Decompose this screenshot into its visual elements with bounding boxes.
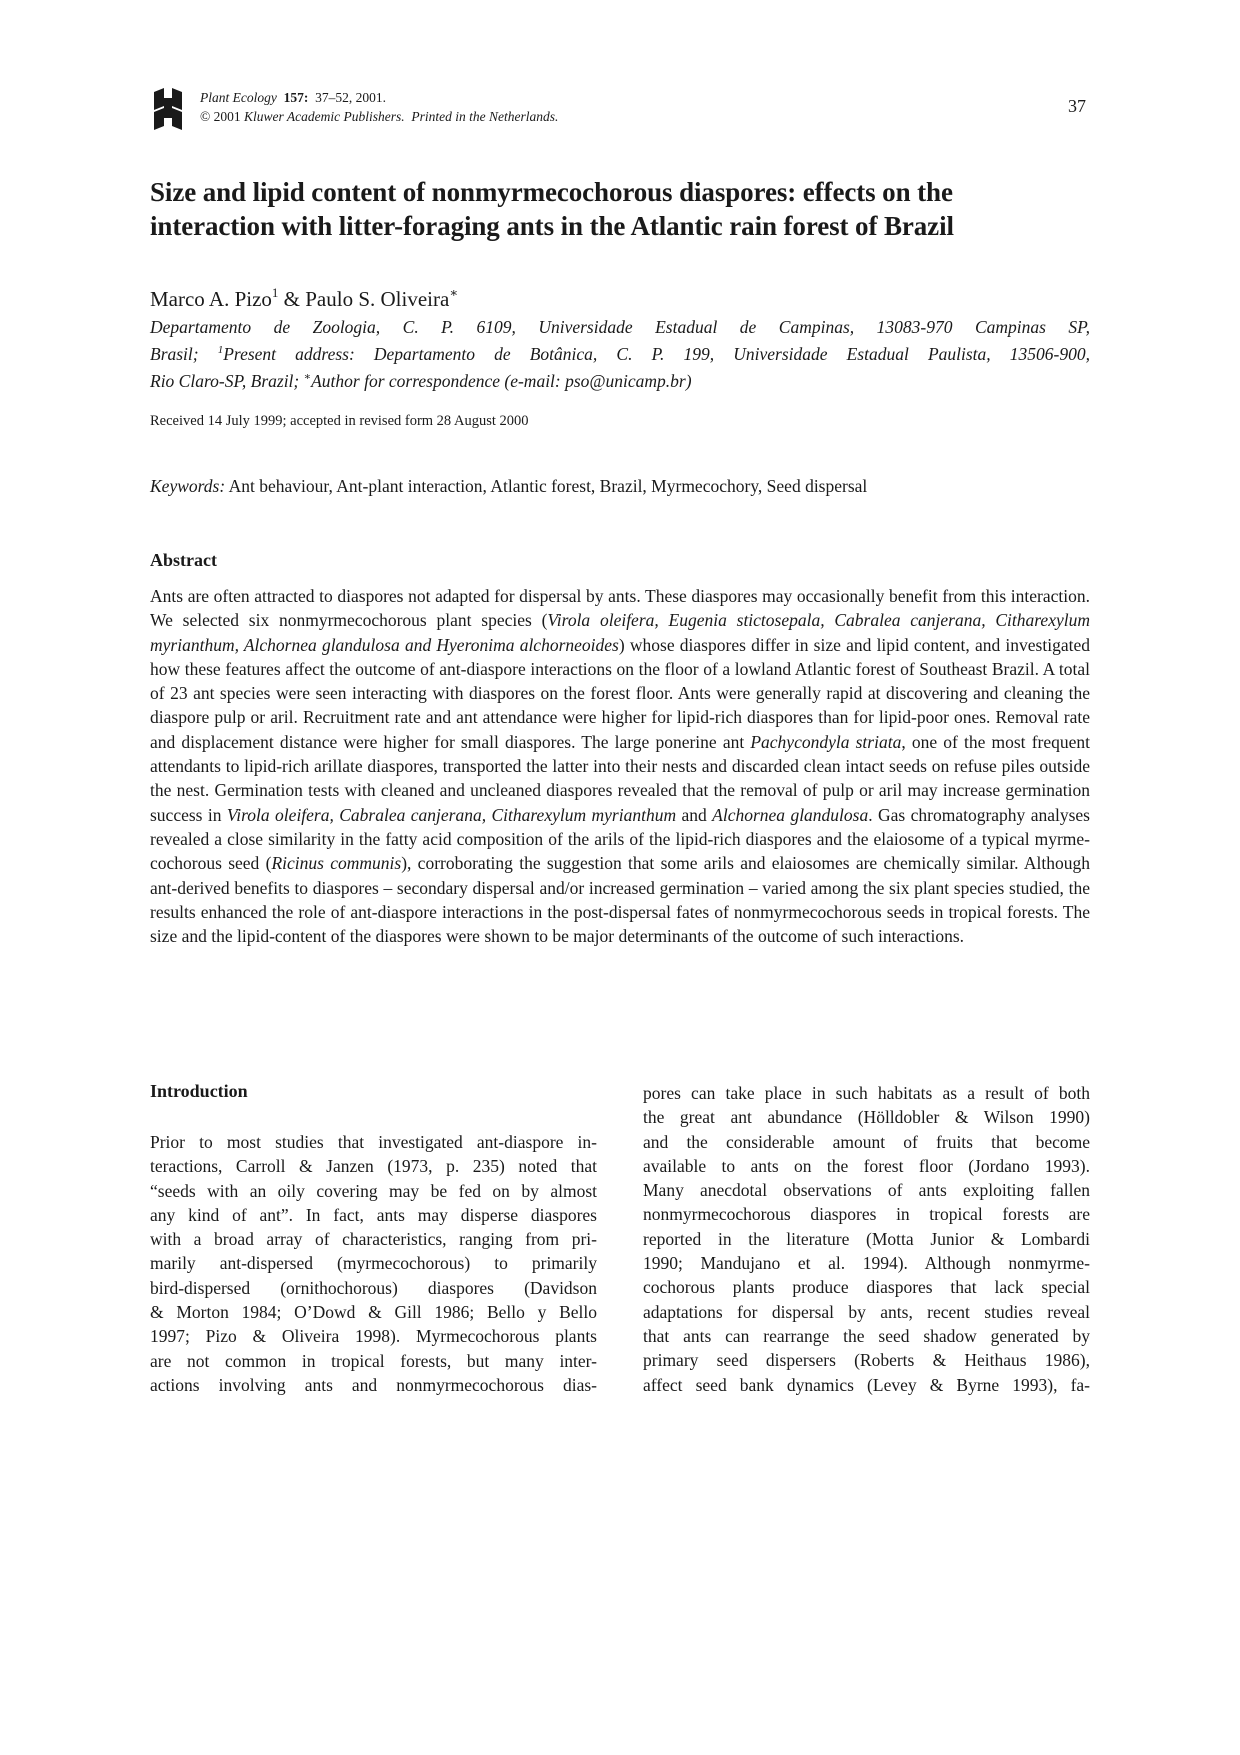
publisher-name: Kluwer Academic Publishers.	[244, 109, 405, 124]
affiliation-text: Rio Claro-SP, Brazil;	[150, 370, 304, 391]
publisher-logo-icon	[150, 86, 186, 130]
text-line: cochorous plants produce diaspores that lack special	[643, 1277, 1090, 1298]
text-line: marily ant-dispersed (myrmecochorous) to primarily	[150, 1253, 597, 1274]
text-line: affect seed bank dynamics (Levey & Byrne 1993), fa-	[643, 1374, 1090, 1395]
journal-header	[200, 88, 558, 126]
author-list	[150, 286, 458, 312]
author-footnote-mark: 1	[271, 285, 279, 300]
keywords-text: Ant behaviour, Ant-plant interaction, Atlantic forest, Brazil, Myrmecochory, Seed dispersal	[225, 476, 868, 496]
species-names: Ricinus communis	[271, 853, 402, 874]
text-line: 1990; Mandujano et al. 1994). Although nonmyrme-	[643, 1253, 1090, 1274]
paper-title-line-1: Size and lipid content of nonmyrmecochorous diaspores: effects on the	[150, 177, 953, 207]
introduction-heading: Introduction	[150, 1081, 248, 1101]
text-line: actions involving ants and nonmyrmecochorous dias-	[150, 1374, 597, 1395]
affiliation-text: Brasil;	[150, 343, 218, 364]
abstract-text: ) whose diaspores differ in size and lipid content, and investigated how these features affect the outcome of ant-diaspore interactions on the floor of a lowland Atlantic forest of Southeast Brazil. A total of 23 ant species were seen interacting with diaspores on the forest floor. Ants were generally rapid at discovering and cleaning the diaspore pulp or aril. Recruitment rate and ant attendance were higher for lipid-rich diaspores than for lipid-poor ones. Removal rate and displacement distance were higher for small diaspores. The large ponerine ant	[150, 634, 1090, 752]
affiliation-text: Present address: Departamento de Botânica, C. P. 199, Universidade Estadual Paulista, 13506-900,	[223, 343, 1090, 364]
text-line: adaptations for dispersal by ants, recent studies reveal	[643, 1301, 1090, 1322]
author-separator: &	[278, 287, 306, 311]
printed-location: Printed in the Netherlands.	[411, 109, 559, 124]
journal-volume: 157:	[283, 90, 309, 105]
affiliation-line	[150, 339, 1090, 366]
abstract-text: , one of the most frequent attendants to lipid-rich arillate diaspores, transported the latter into their nests and discarded clean intact seeds on refuse piles outside the nest. Germination tests with cleaned and uncleaned diaspores revealed that the removal of pulp or aril may increase germination success in	[150, 731, 1090, 825]
keywords	[150, 476, 1090, 497]
author-footnote-mark: ∗	[449, 285, 459, 300]
species-names: Alchornea glandulosa	[712, 804, 869, 825]
text-line: bird-dispersed (ornithochorous) diaspores (Davidson	[150, 1277, 597, 1298]
page-number: 37	[1068, 96, 1086, 116]
copyright-line	[200, 107, 558, 126]
copyright-year: © 2001	[200, 109, 241, 124]
affiliation	[150, 316, 1090, 393]
text-line: “seeds with an oily covering may be fed on by almost	[150, 1180, 597, 1201]
text-line: and the considerable amount of fruits that become	[643, 1131, 1090, 1152]
text-line: & Morton 1984; O’Dowd & Gill 1986; Bello y Bello	[150, 1302, 597, 1323]
text-line: the great ant abundance (Hölldobler & Wilson 1990)	[643, 1107, 1090, 1128]
journal-pages-year: 37–52, 2001.	[315, 90, 386, 105]
text-line: that ants can rearrange the seed shadow generated by	[643, 1325, 1090, 1346]
text-line: 1997; Pizo & Oliveira 1998). Myrmecochorous plants	[150, 1326, 597, 1347]
species-names: Pachycondyla striata	[750, 731, 902, 752]
text-line: reported in the literature (Motta Junior & Lombardi	[643, 1228, 1090, 1249]
abstract-text: . Gas chromatography analyses revealed a close similarity in the fatty acid composition of the arils of the lipid-rich diaspores and the elaiosome of a typical myrmecochorous seed (	[150, 804, 1090, 874]
species-names: Virola oleifera, Eugenia stictosepala, Cabralea canjerana, Citharexylum myrianthum, Alchornea glandulosa and Hyeronima alchorneoides	[150, 610, 1090, 655]
introduction-column-2	[643, 1081, 1090, 1397]
abstract-body	[150, 584, 1090, 948]
abstract-text: Ants are often attracted to diaspores not adapted for dispersal by ants. These diaspores may occasionally benefit from this interaction. We selected six nonmyrmecochorous plant species (	[150, 586, 1090, 631]
text-line: primary seed dispersers (Roberts & Heithaus 1986),	[643, 1350, 1090, 1371]
journal-name: Plant Ecology	[200, 90, 277, 105]
text-line: Many anecdotal observations of ants exploiting fallen	[643, 1180, 1090, 1201]
paper-title-line-2: interaction with litter-foraging ants in the Atlantic rain forest of Brazil	[150, 211, 954, 241]
text-line: teractions, Carroll & Janzen (1973, p. 235) noted that	[150, 1156, 597, 1177]
affiliation-line: Departamento de Zoologia, C. P. 6109, Universidade Estadual de Campinas, 13083-970 Campinas SP,	[150, 317, 1090, 337]
abstract-heading: Abstract	[150, 550, 217, 570]
text-line: nonmyrmecochorous diaspores in tropical forests are	[643, 1204, 1090, 1225]
correspondence-text: Author for correspondence (e-mail: pso@unicamp.br)	[311, 370, 692, 391]
text-line: pores can take place in such habitats as a result of both	[643, 1083, 1090, 1103]
text-line: Prior to most studies that investigated ant-diaspore in-	[150, 1132, 597, 1152]
text-line: any kind of ant”. In fact, ants may disperse diaspores	[150, 1204, 597, 1225]
received-dates: Received 14 July 1999; accepted in revised form 28 August 2000	[150, 413, 529, 429]
affiliation-footnote-mark: ∗	[303, 370, 312, 383]
text-line: with a broad array of characteristics, ranging from pri-	[150, 1229, 597, 1250]
abstract-text: ), corroborating the suggestion that some arils and elaiosomes are chemically similar. Although ant-derived benefits to diaspores – secondary dispersal and/or increased germination – varied among the six plant species studied, the results enhanced the role of ant-diaspore interactions in the post-dispersal fates of nonmyrmecochorous seeds in tropical forests. The size and the lipid-content of the diaspores were shown to be major determinants of the outcome of such interactions.	[150, 853, 1090, 947]
text-line: available to ants on the forest floor (Jordano 1993).	[643, 1155, 1090, 1176]
affiliation-line	[150, 366, 1090, 393]
species-names: Virola oleifera, Cabralea canjerana, Citharexylum myrianthum	[226, 804, 677, 825]
author-name: Paulo S. Oliveira	[305, 287, 450, 311]
introduction-column-1	[150, 1130, 597, 1397]
text-line: are not common in tropical forests, but many inter-	[150, 1350, 597, 1371]
affiliation-footnote-mark: 1	[217, 344, 224, 356]
abstract-text: and	[676, 804, 713, 825]
paper-title	[150, 175, 1090, 243]
keywords-label: Keywords:	[150, 476, 226, 496]
citation-line	[200, 88, 558, 107]
author-name: Marco A. Pizo	[150, 287, 272, 311]
